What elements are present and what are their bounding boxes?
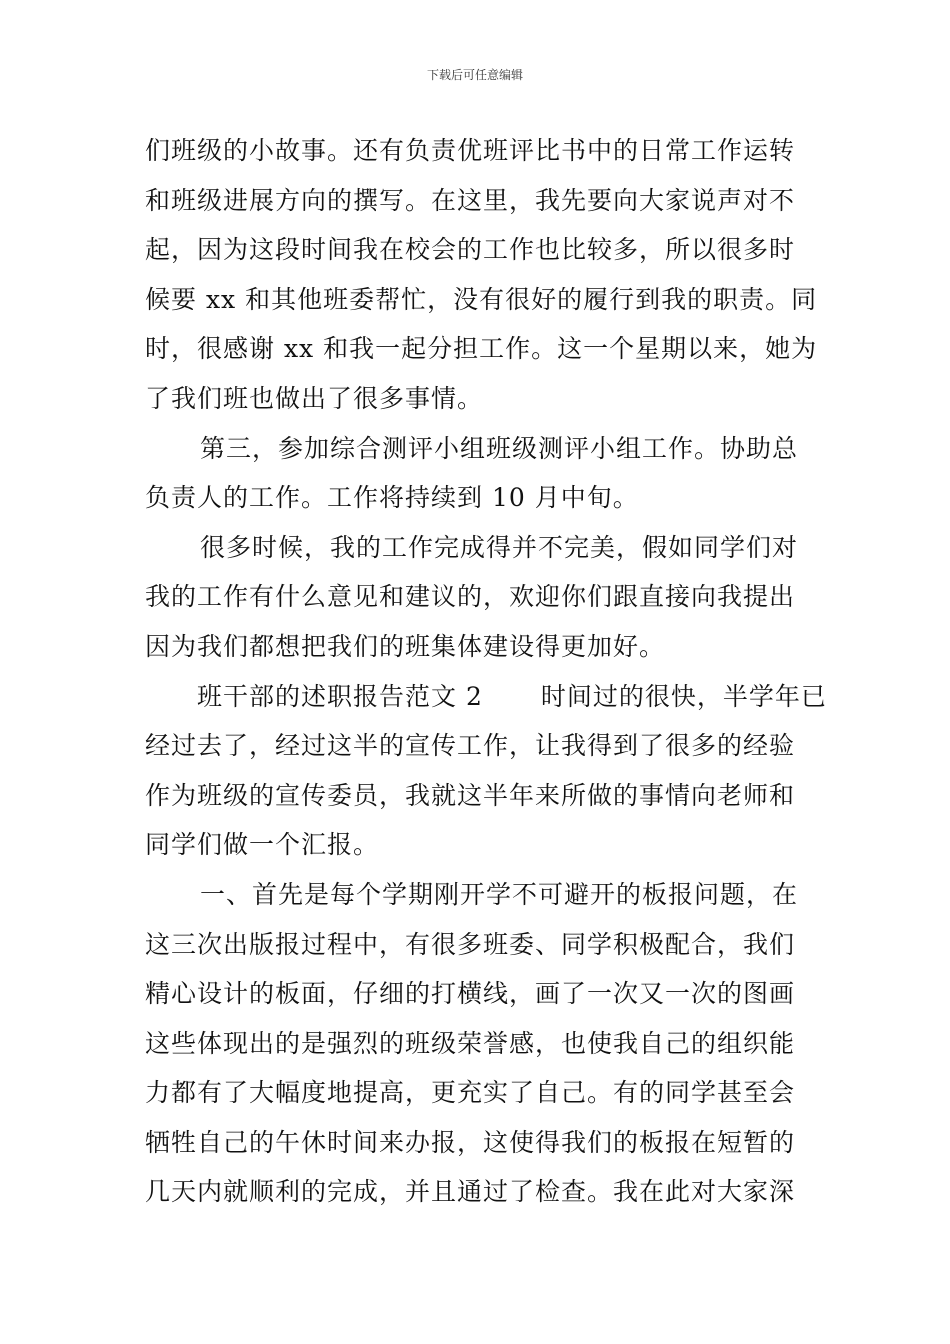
section-heading: 班干部的述职报告范文 2: [197, 681, 483, 711]
text-line: 作为班级的宣传委员，我就这半年来所做的事情向老师和: [145, 780, 796, 810]
section-heading-line: [145, 672, 827, 722]
text-line: 和班级进展方向的撰写。在这里，我先要向大家说声对不: [145, 185, 796, 215]
text-line: 这些体现出的是强烈的班级荣誉感，也使我自己的组织能: [145, 1028, 796, 1058]
text-line: 经过去了，经过这半的宣传工作，让我得到了很多的经验: [145, 731, 796, 761]
text-line: 力都有了大幅度地提高，更充实了自己。有的同学甚至会: [145, 1078, 796, 1108]
text-line: 很多时候，我的工作完成得并不完美，假如同学们对: [200, 532, 799, 562]
text-line: 同学们做一个汇报。: [145, 830, 380, 860]
text-line: 候要 xx 和其他班委帮忙，没有很好的履行到我的职责。同: [145, 284, 818, 314]
text-line: 了我们班也做出了很多事情。: [145, 383, 484, 413]
document-body: [145, 126, 827, 1217]
text-line: 负责人的工作。工作将持续到 10 月中旬。: [145, 483, 639, 513]
text-line: 一、首先是每个学期刚开学不可避开的板报问题，在: [200, 879, 799, 909]
text-line: 因为我们都想把我们的班集体建设得更加好。: [145, 631, 666, 661]
text-line: 时，很感谢 xx 和我一起分担工作。这一个星期以来，她为: [145, 334, 818, 364]
page-header: 下载后可任意编辑: [426, 68, 523, 82]
text-line: 精心设计的板面，仔细的打横线，画了一次又一次的图画: [145, 979, 796, 1009]
text-line: 我的工作有什么意见和建议的，欢迎你们跟直接向我提出: [145, 582, 796, 612]
text-line: 们班级的小故事。还有负责优班评比书中的日常工作运转: [145, 136, 796, 165]
text-line: 牺牲自己的午休时间来办报，这使得我们的板报在短暂的: [145, 1127, 796, 1157]
text-line: 这三次出版报过程中，有很多班委、同学积极配合，我们: [145, 929, 796, 959]
text-line: 第三，参加综合测评小组班级测评小组工作。协助总: [200, 433, 799, 463]
text-line: 几天内就顺利的完成，并且通过了检查。我在此对大家深: [145, 1177, 796, 1207]
text-span: 时间过的很快，半学年已: [540, 681, 827, 711]
text-line: 起，因为这段时间我在校会的工作也比较多，所以很多时: [145, 235, 796, 265]
